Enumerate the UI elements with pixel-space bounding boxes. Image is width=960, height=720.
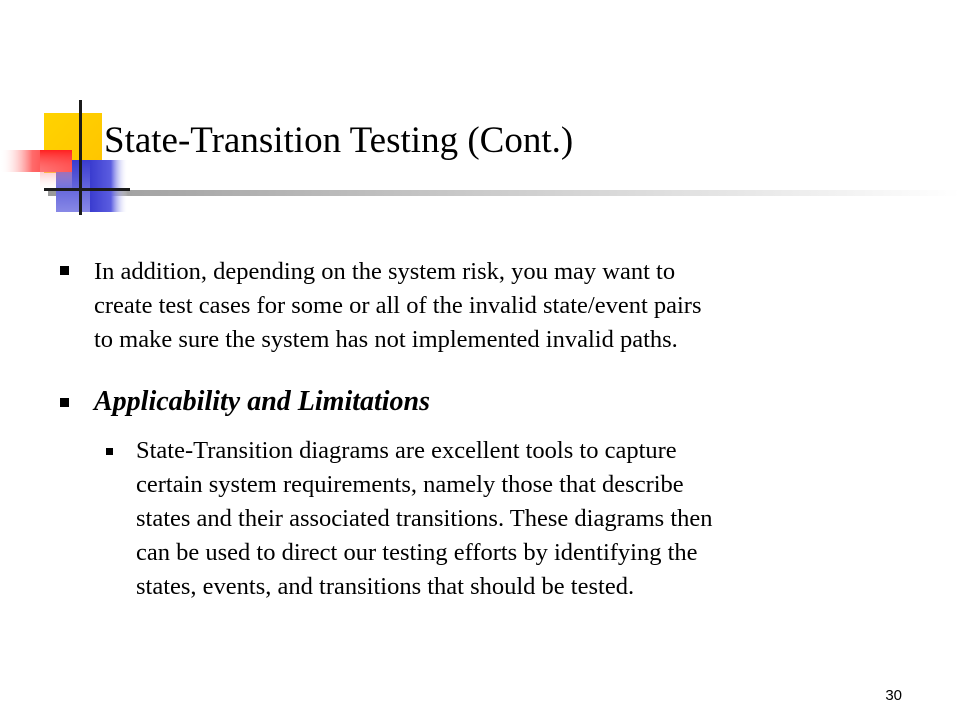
bullet-line: In addition, depending on the system risk, you may want to bbox=[94, 258, 676, 285]
sub-bullet-line: can be used to direct our testing efforts by identifying the bbox=[136, 539, 698, 566]
sub-bullet-line: states, events, and transitions that should be tested. bbox=[136, 573, 635, 600]
page-number: 30 bbox=[885, 687, 902, 704]
sub-bullet-line: states and their associated transitions. These diagrams then bbox=[136, 505, 713, 532]
sub-bullet-text bbox=[136, 434, 713, 604]
section-heading: Applicability and Limitations bbox=[94, 386, 431, 417]
bullet-text bbox=[94, 255, 702, 357]
bullet-marker bbox=[60, 398, 69, 407]
sub-bullet-line: certain system requirements, namely those that describe bbox=[136, 471, 684, 498]
slide-decoration bbox=[0, 0, 960, 230]
sub-bullet-marker bbox=[106, 448, 113, 455]
bullet-marker bbox=[60, 266, 69, 275]
bullet-line: to make sure the system has not implemented invalid paths. bbox=[94, 326, 678, 353]
sub-bullet-line: State-Transition diagrams are excellent tools to capture bbox=[136, 437, 677, 464]
bullet-line: create test cases for some or all of the invalid state/event pairs bbox=[94, 292, 702, 319]
slide-title: State-Transition Testing (Cont.) bbox=[104, 120, 574, 161]
